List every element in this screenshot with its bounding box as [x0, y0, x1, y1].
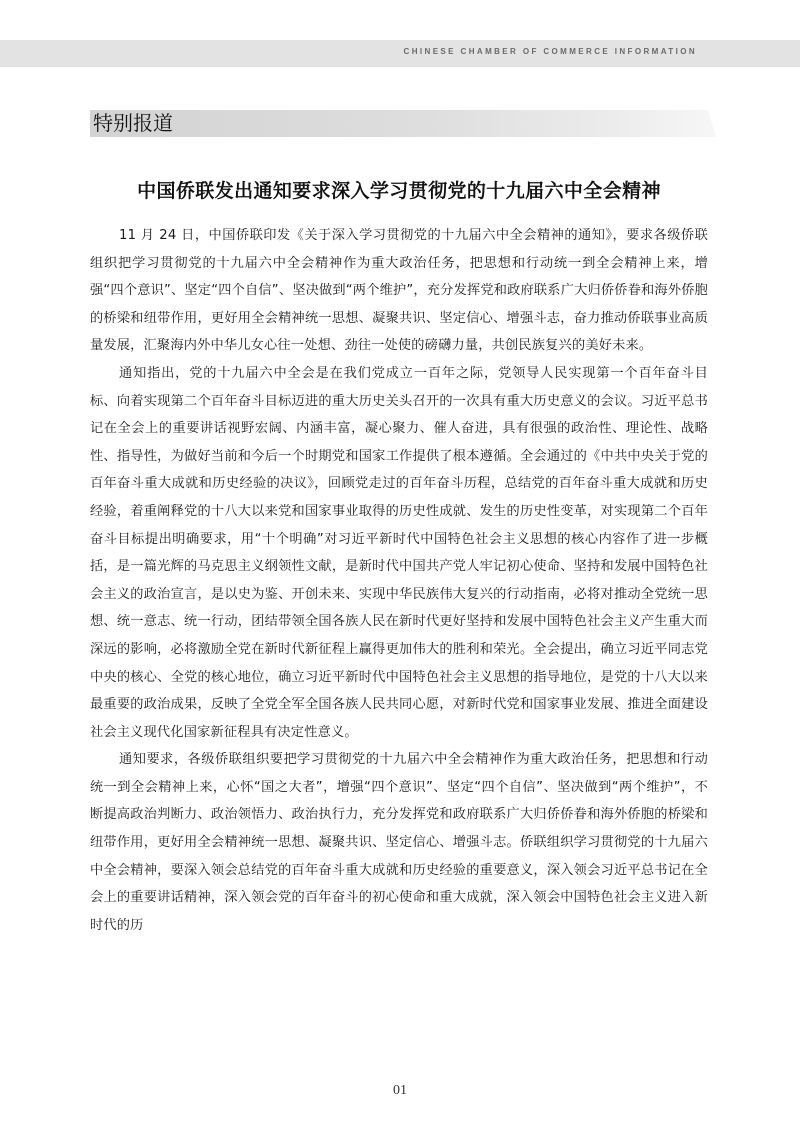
- page-number: 01: [393, 1083, 407, 1098]
- article-paragraph: 通知指出，党的十九届六中全会是在我们党成立一百年之际，党领导人民实现第一个百年奋斗目标、向着实现第二个百年奋斗目标迈进的重大历史关头召开的一次具有重大历史意义的会议。习近平总书记在全会上的重要讲话视野宏阔、内涵丰富，凝心聚力、催人奋进，具有很强的政治性、理论性、战略性、指导性，为做好当前和今后一个时期党和国家工作提供了根本遵循。全会通过的《中共中央关于党的百年奋斗重大成就和历史经验的决议》，回顾党走过的百年奋斗历程，总结党的百年奋斗重大成就和历史经验，着重阐释党的十八大以来党和国家事业取得的历史性成就、发生的历史性变革，对实现第二个百年奋斗目标提出明确要求，用“十个明确”对习近平新时代中国特色社会主义思想的核心内容作了进一步概括，是一篇光辉的马克思主义纲领性文献，是新时代中国共产党人牢记初心使命、坚持和发展中国特色社会主义的政治宣言，是以史为鉴、开创未来、实现中华民族伟大复兴的行动指南，必将对推动全党统一思想、统一意志、统一行动，团结带领全国各族人民在新时代更好坚持和发展中国特色社会主义产生重大而深远的影响，必将激励全党在新时代新征程上赢得更加伟大的胜利和荣光。全会提出，确立习近平同志党中央的核心、全党的核心地位，确立习近平新时代中国特色社会主义思想的指导地位，是党的十八大以来最重要的政治成果，反映了全党全军全国各族人民共同心愿，对新时代党和国家事业发展、推进全面建设社会主义现代化国家新征程具有决定性意义。: [90, 365, 708, 740]
- article-paragraph: 通知要求，各级侨联组织要把学习贯彻党的十九届六中全会精神作为重大政治任务，把思想和行动统一到全会精神上来，心怀“国之大者”，增强“四个意识”、坚定“四个自信”、坚决做到“两个维护”，不断提高政治判断力、政治领悟力、政治执行力，充分发挥党和政府联系广大归侨侨眷和海外侨胞的桥梁和纽带作用，更好用全会精神统一思想、凝聚共识、坚定信心、增强斗志。侨联组织学习贯彻党的十九届六中全会精神，要深入领会总结党的百年奋斗重大成就和历史经验的重要意义，深入领会习近平总书记在全会上的重要讲话精神，深入领会党的百年奋斗的初心使命和重大成就，深入领会中国特色社会主义进入新时代的历: [90, 752, 708, 933]
- article-paragraph: 11 月 24 日，中国侨联印发《关于深入学习贯彻党的十九届六中全会精神的通知》，要求各级侨联组织把学习贯彻党的十九届六中全会精神作为重大政治任务，把思想和行动统一到全会精神上来，增强“四个意识”、坚定“四个自信”、坚决做到“两个维护”，充分发挥党和政府联系广大归侨侨眷和海外侨胞的桥梁和纽带作用，更好用全会精神统一思想、凝聚共识、坚定信心、增强斗志，奋力推动侨联事业高质量发展，汇聚海内外中华儿女心往一处想、劲往一处使的磅礴力量，共创民族复兴的美好未来。: [90, 228, 708, 354]
- section-header: [90, 110, 708, 137]
- header-band: [0, 40, 800, 67]
- publication-name: CHINESE CHAMBER OF COMMERCE INFORMATION: [403, 47, 697, 56]
- section-title: 特别报道: [93, 111, 173, 135]
- article-body: [90, 222, 708, 939]
- article-headline: 中国侨联发出通知要求深入学习贯彻党的十九届六中全会精神: [137, 180, 661, 202]
